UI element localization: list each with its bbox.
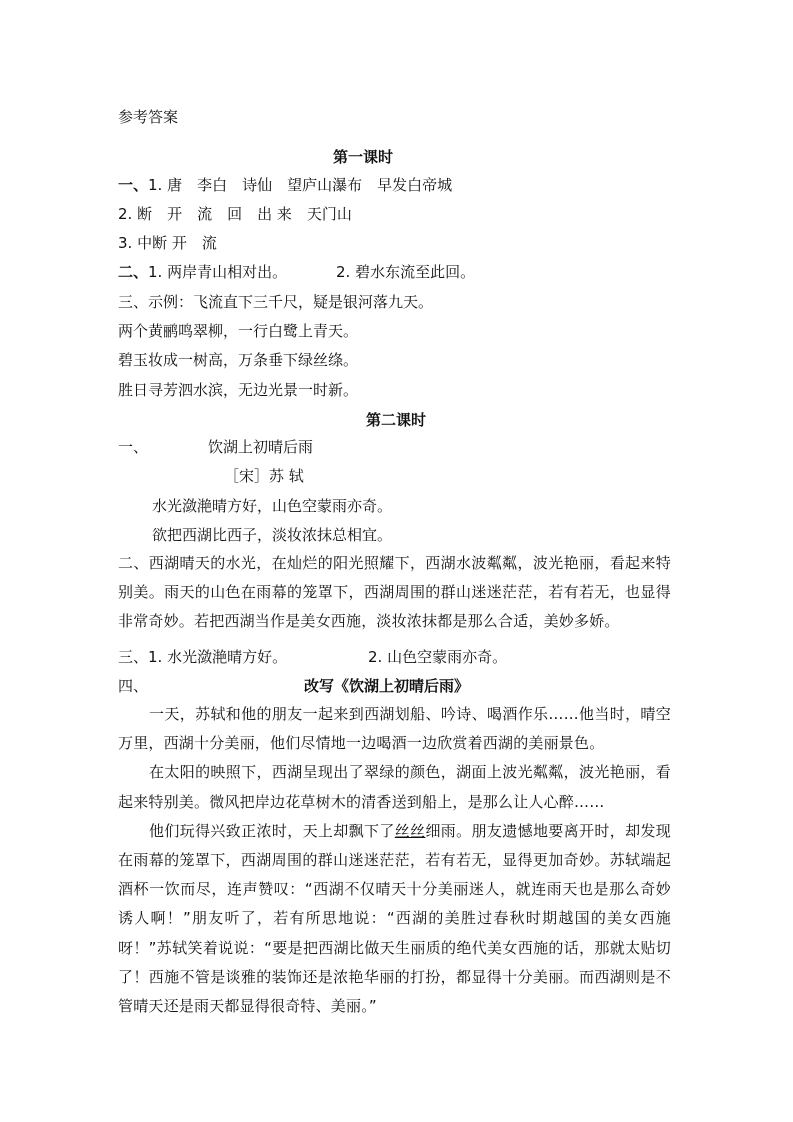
lesson1-q2 [118,262,287,282]
section-marker: 二、 [118,263,149,281]
lesson1-q1-line2: 2. 断 开 流 回 出 来 天门山 [118,205,352,223]
lesson1-q3-line3: 碧玉妆成一树高，万条垂下绿丝绦。 [118,351,359,369]
essay-paragraph-3 [118,817,671,1021]
answer-item-1: 1. 水光潋滟晴方好。 [148,648,288,666]
essay-text: 他们玩得兴致正浓时，天上却飘下了 [149,821,395,840]
q2-answer-text: 二、西湖晴天的水光，在灿烂的阳光照耀下，西湖水波粼粼，波光艳丽，看起来特别美。雨天的山色在雨幕的笼罩下，西湖周围的群山迷迷茫茫，若有若无，也显得非常奇妙。若把西湖当作是美女西施，淡妆浓抹都是那么合适，美妙多娇。 [118,554,671,631]
rewrite-essay [118,700,671,1021]
lesson1-q2-item2: 2. 碧水东流至此回。 [336,263,476,281]
lesson2-q4-marker: 四、 [118,677,149,695]
underlined-text: 丝丝 [394,821,426,840]
lesson2-heading: 第二课时 [366,411,427,429]
poem-title: 饮湖上初晴后雨 [208,438,314,456]
answer-text: 1. 唐 李白 诗仙 望庐山瀑布 早发白帝城 [148,176,453,194]
lesson2-q3-item2: 2. 山色空蒙雨亦奇。 [368,648,508,666]
lesson1-q3-line4: 胜日寻芳泗水滨，无边光景一时新。 [118,381,359,399]
essay-paragraph-1: 一天，苏轼和他的朋友一起来到西湖划船、吟诗、喝酒作乐……他当时，晴空万里，西湖十分美丽，他们尽情地一边喝酒一边欣赏着西湖的美丽景色。 [118,705,671,753]
section-marker: 三、 [118,648,149,666]
lesson1-q1-line3: 3. 中断 开 流 [118,234,217,252]
lesson2-q2-paragraph [118,549,671,637]
essay-text: 细雨。朋友遗憾地要离开时，却发现在雨幕的笼罩下，西湖周围的群山迷迷茫茫，若有若无，显得更加奇妙。苏轼端起酒杯一饮而尽，连声赞叹：“西湖不仅晴天十分美丽迷人，就连雨天也是那么奇妙诱人啊！”朋友听了，若有所思地说：“西湖的美胜过春秋时期越国的美女西施呀！”苏轼笑着说说：“要是把西湖比做天生丽质的绝代美女西施的话，那就太贴切了！西施不管是谈雅的装饰还是浓艳华丽的打扮，都显得十分美丽。而西湖则是不管晴天还是雨天都显得很奇特、美丽。” [118,821,671,1016]
section-marker: 一、 [118,176,149,194]
lesson1-q3-line2: 两个黄鹂鸣翠柳，一行白鹭上青天。 [118,322,359,340]
poem-author: ［宋］苏 轼 [224,467,304,485]
lesson1-q1-line1 [118,175,452,195]
poem-line-2: 欲把西湖比西子，淡妆浓抹总相宜。 [152,526,393,544]
poem-line-1: 水光潋滟晴方好，山色空蒙雨亦奇。 [152,497,393,515]
rewrite-title: 改写《饮湖上初晴后雨》 [304,677,470,695]
answer-item-1: 1. 两岸青山相对出。 [148,263,288,281]
lesson1-heading: 第一课时 [333,148,394,166]
lesson2-q3 [118,647,287,667]
lesson2-q1-marker: 一、 [118,438,149,456]
document-title: 参考答案 [118,108,179,126]
lesson1-q3-line1: 三、示例：飞流直下三千尺，疑是银河落九天。 [118,293,434,311]
essay-paragraph-2: 在太阳的映照下，西湖呈现出了翠绿的颜色，湖面上波光粼粼，波光艳丽，看起来特别美。微风把岸边花草树木的清香送到船上，是那么让人心醉…… [118,763,671,811]
